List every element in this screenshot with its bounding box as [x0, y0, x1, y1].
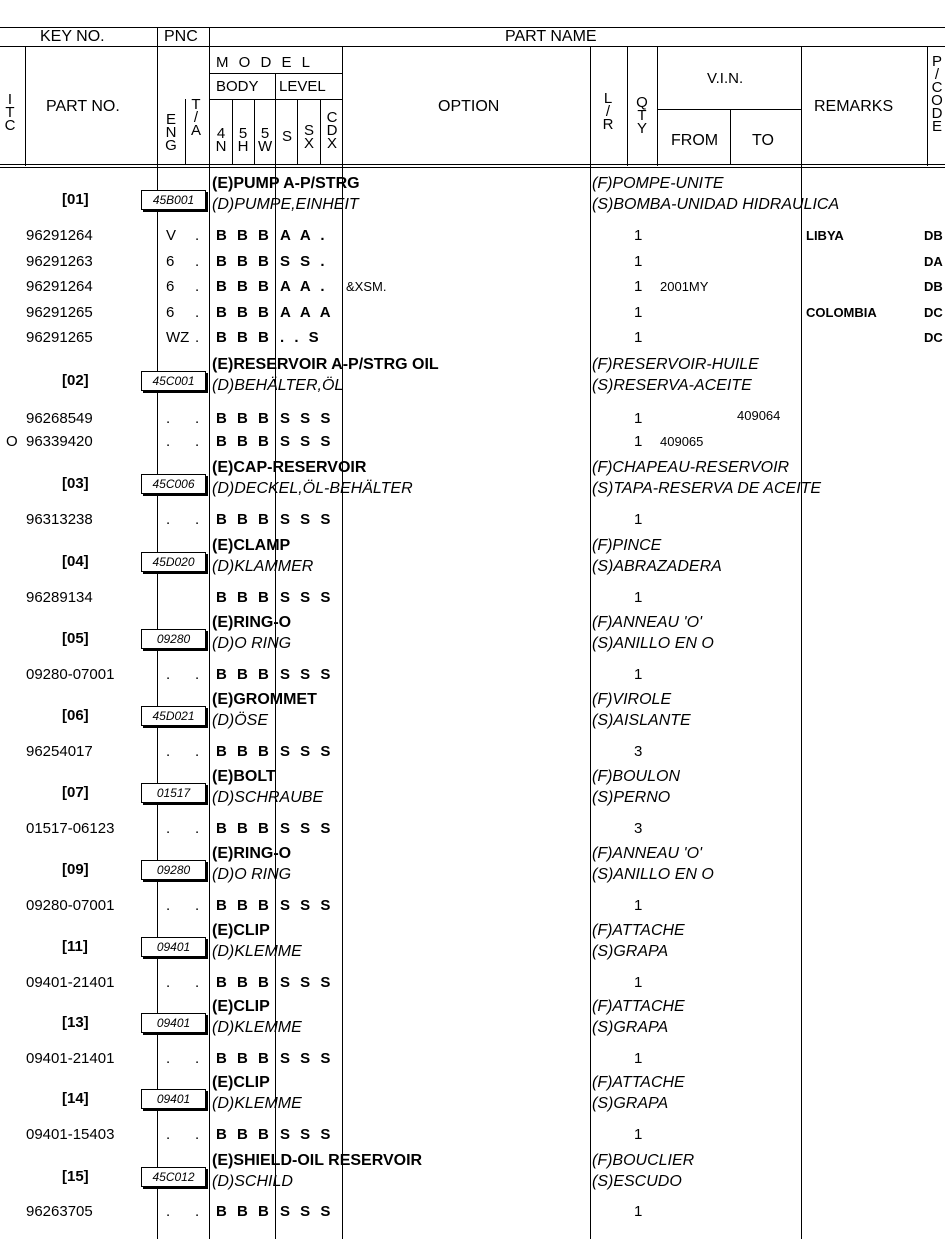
ta-code: .	[195, 820, 200, 837]
header-pnc: PNC	[164, 28, 198, 45]
part-name-french: (F)BOUCLIER	[592, 1152, 695, 1169]
eng-code: .	[166, 410, 171, 427]
quantity: 1	[634, 1050, 643, 1067]
quantity: 1	[634, 329, 643, 346]
part-name-spanish: (S)GRAPA	[592, 943, 669, 960]
part-number: 09280-07001	[26, 666, 115, 683]
col-line-lr	[627, 46, 628, 166]
pnc-code-box: 45B001	[141, 190, 206, 210]
part-name-french: (F)RESERVOIR-HUILE	[592, 356, 759, 373]
part-name-french: (F)POMPE-UNITE	[592, 175, 724, 192]
ta-code: .	[195, 253, 200, 270]
eng-code: V	[166, 227, 177, 244]
part-number: 96289134	[26, 589, 93, 606]
eng-code: .	[166, 1050, 171, 1067]
body-codes: B B B	[216, 433, 272, 450]
part-name-spanish: (S)GRAPA	[592, 1095, 669, 1112]
header-pcode: P / C O D E	[931, 53, 943, 135]
header-bottom-rule-2	[0, 167, 945, 168]
col-line-l1	[297, 99, 298, 165]
col-line-level	[342, 46, 343, 1239]
eng-code: WZ	[166, 329, 190, 346]
part-name-english: (E)RING-O	[212, 614, 292, 631]
key-number: [01]	[62, 191, 89, 208]
eng-code: .	[166, 743, 171, 760]
key-number: [02]	[62, 372, 89, 389]
body-codes: B B B	[216, 589, 272, 606]
part-name-german: (D)KLEMME	[212, 943, 302, 960]
body-codes: B B B	[216, 897, 272, 914]
remarks: COLOMBIA	[806, 305, 877, 320]
ta-code: .	[195, 974, 200, 991]
pcode: DC	[924, 305, 943, 320]
part-name-german: (D)O RING	[212, 635, 292, 652]
ta-code: .	[195, 511, 200, 528]
header-level-cdx: C D X	[326, 109, 338, 152]
quantity: 1	[634, 253, 643, 270]
ta-code: .	[195, 278, 200, 295]
part-number: 01517-06123	[26, 820, 115, 837]
vin-from: 2001MY	[660, 279, 709, 294]
quantity: 3	[634, 743, 643, 760]
key-number: [06]	[62, 707, 89, 724]
part-name-german: (D)KLAMMER	[212, 558, 314, 575]
ta-code: .	[195, 304, 200, 321]
quantity: 3	[634, 820, 643, 837]
part-name-french: (F)ANNEAU 'O'	[592, 845, 703, 862]
part-name-english: (E)GROMMET	[212, 691, 317, 708]
quantity: 1	[634, 897, 643, 914]
part-number: 09401-21401	[26, 1050, 115, 1067]
level-codes: . . S	[280, 329, 322, 346]
pnc-code-box: 45D021	[141, 706, 206, 726]
part-number: 96313238	[26, 511, 93, 528]
part-name-german: (D)PUMPE,EINHEIT	[212, 196, 359, 213]
pcode: DA	[924, 254, 943, 269]
part-name-french: (F)ATTACHE	[592, 1074, 685, 1091]
key-number: [07]	[62, 784, 89, 801]
key-number: [05]	[62, 630, 89, 647]
eng-code: .	[166, 974, 171, 991]
pnc-code-box: 45C012	[141, 1167, 206, 1187]
body-codes: B B B	[216, 666, 272, 683]
level-codes: S S S	[280, 1050, 334, 1067]
quantity: 1	[634, 666, 643, 683]
level-codes: S S S	[280, 410, 334, 427]
pnc-code-box: 01517	[141, 783, 206, 803]
col-line-vin	[730, 109, 731, 165]
pnc-code-box: 45C001	[141, 371, 206, 391]
pnc-code-box: 09401	[141, 937, 206, 957]
body-level-rule	[210, 99, 342, 100]
part-number: 09401-21401	[26, 974, 115, 991]
quantity: 1	[634, 433, 643, 450]
key-number: [15]	[62, 1168, 89, 1185]
header-vin: V.I.N.	[707, 70, 744, 87]
header-eng: E N G	[165, 111, 177, 154]
header-itc: I T C	[4, 91, 16, 134]
pnc-code-box: 09401	[141, 1089, 206, 1109]
col-line-b1	[232, 99, 233, 165]
part-name-german: (D)ÖSE	[212, 712, 268, 729]
pnc-code-box: 45D020	[141, 552, 206, 572]
part-number: 09280-07001	[26, 897, 115, 914]
ta-code: .	[195, 227, 200, 244]
body-codes: B B B	[216, 329, 272, 346]
pnc-code-box: 09280	[141, 629, 206, 649]
part-name-german: (D)SCHRAUBE	[212, 789, 324, 806]
quantity: 1	[634, 511, 643, 528]
pcode: DB	[924, 228, 943, 243]
quantity: 1	[634, 410, 643, 427]
ta-code: .	[195, 1126, 200, 1143]
part-number: 09401-15403	[26, 1126, 115, 1143]
header-level-s: S	[281, 128, 292, 145]
part-name-spanish: (S)ANILLO EN O	[592, 866, 714, 883]
level-codes: S S S	[280, 666, 334, 683]
col-line-qty	[657, 46, 658, 166]
part-number: 96291264	[26, 278, 93, 295]
level-codes: S S S	[280, 820, 334, 837]
body-codes: B B B	[216, 820, 272, 837]
part-name-spanish: (S)RESERVA-ACEITE	[592, 377, 752, 394]
key-number: [04]	[62, 553, 89, 570]
part-name-spanish: (S)ESCUDO	[592, 1173, 682, 1190]
col-line-eng	[185, 99, 186, 165]
part-name-german: (D)SCHILD	[212, 1173, 293, 1190]
header-body-5h: 5 H	[237, 125, 249, 155]
quantity: 1	[634, 1126, 643, 1143]
part-number: 96291264	[26, 227, 93, 244]
part-name-french: (F)CHAPEAU-RESERVOIR	[592, 459, 790, 476]
level-codes: S S S	[280, 433, 334, 450]
part-name-english: (E)BOLT	[212, 768, 276, 785]
part-name-spanish: (S)AISLANTE	[592, 712, 691, 729]
part-number: 96339420	[26, 433, 93, 450]
part-name-spanish: (S)ANILLO EN O	[592, 635, 714, 652]
itc-marker: O	[6, 433, 18, 450]
part-name-spanish: (S)PERNO	[592, 789, 671, 806]
level-codes: S S S	[280, 1203, 334, 1220]
quantity: 1	[634, 227, 643, 244]
part-name-french: (F)ANNEAU 'O'	[592, 614, 703, 631]
body-codes: B B B	[216, 304, 272, 321]
col-line-option	[590, 46, 591, 1239]
key-number: [11]	[62, 938, 88, 955]
level-codes: S S S	[280, 1126, 334, 1143]
eng-code: .	[166, 1126, 171, 1143]
ta-code: .	[195, 410, 200, 427]
part-name-french: (F)VIROLE	[592, 691, 672, 708]
part-name-german: (D)KLEMME	[212, 1019, 302, 1036]
body-codes: B B B	[216, 511, 272, 528]
header-key-no: KEY NO.	[40, 28, 105, 45]
header-body-4n: 4 N	[215, 125, 227, 155]
quantity: 1	[634, 974, 643, 991]
part-name-spanish: (S)ABRAZADERA	[592, 558, 722, 575]
eng-code: 6	[166, 253, 175, 270]
col-line-pcode	[927, 46, 928, 166]
body-codes: B B B	[216, 253, 272, 270]
header-level-sx: S X	[303, 122, 314, 152]
ta-code: .	[195, 433, 200, 450]
ta-code: .	[195, 1050, 200, 1067]
ta-code: .	[195, 329, 200, 346]
pnc-code-box: 09280	[141, 860, 206, 880]
level-codes: S S .	[280, 253, 328, 270]
body-codes: B B B	[216, 974, 272, 991]
ta-code: .	[195, 1203, 200, 1220]
quantity: 1	[634, 589, 643, 606]
header-to: TO	[752, 132, 774, 149]
header-option: OPTION	[438, 98, 500, 115]
eng-code: .	[166, 820, 171, 837]
quantity: 1	[634, 304, 643, 321]
col-line-b2	[254, 99, 255, 165]
level-codes: S S S	[280, 511, 334, 528]
remarks: LIBYA	[806, 228, 844, 243]
body-codes: B B B	[216, 227, 272, 244]
level-codes: A A .	[280, 278, 328, 295]
header-model: M O D E L	[216, 54, 314, 71]
part-name-english: (E)CLIP	[212, 1074, 270, 1091]
eng-code: 6	[166, 278, 175, 295]
col-line-body	[275, 73, 276, 1239]
ta-code: .	[195, 743, 200, 760]
part-name-english: (E)CLAMP	[212, 537, 291, 554]
col-line-l2	[320, 99, 321, 165]
part-name-spanish: (S)GRAPA	[592, 1019, 669, 1036]
header-body-5w: 5 W	[258, 125, 273, 155]
header-bottom-rule	[0, 164, 945, 165]
col-line-remarks	[801, 46, 802, 1239]
eng-code: .	[166, 897, 171, 914]
body-codes: B B B	[216, 743, 272, 760]
body-codes: B B B	[216, 410, 272, 427]
header-body: BODY	[216, 78, 259, 95]
header-top-rule	[0, 27, 945, 28]
part-name-german: (D)KLEMME	[212, 1095, 302, 1112]
level-codes: S S S	[280, 743, 334, 760]
part-name-english: (E)PUMP A-P/STRG	[212, 175, 360, 192]
header-mid-rule	[0, 46, 945, 47]
part-name-english: (E)CLIP	[212, 922, 270, 939]
body-codes: B B B	[216, 278, 272, 295]
body-codes: B B B	[216, 1050, 272, 1067]
part-number: 96291263	[26, 253, 93, 270]
part-name-english: (E)RING-O	[212, 845, 292, 862]
col-line-itc	[25, 46, 26, 166]
level-codes: A A A	[280, 304, 334, 321]
pcode: DB	[924, 279, 943, 294]
part-number: 96291265	[26, 304, 93, 321]
part-name-french: (F)PINCE	[592, 537, 662, 554]
header-level: LEVEL	[279, 78, 326, 95]
pnc-code-box: 09401	[141, 1013, 206, 1033]
header-qty: Q T Y	[636, 94, 648, 137]
pnc-code-box: 45C006	[141, 474, 206, 494]
part-name-english: (E)CAP-RESERVOIR	[212, 459, 367, 476]
quantity: 1	[634, 278, 643, 295]
part-name-spanish: (S)BOMBA-UNIDAD HIDRAULICA	[592, 196, 840, 213]
pcode: DC	[924, 330, 943, 345]
eng-code: .	[166, 511, 171, 528]
model-rule	[210, 73, 342, 74]
header-remarks: REMARKS	[814, 98, 894, 115]
body-codes: B B B	[216, 1203, 272, 1220]
body-codes: B B B	[216, 1126, 272, 1143]
key-number: [14]	[62, 1090, 89, 1107]
header-part-no: PART NO.	[46, 98, 120, 115]
option-code: &XSM.	[346, 279, 387, 294]
part-name-german: (D)BEHÄLTER,ÖL	[212, 377, 344, 394]
ta-code: .	[195, 897, 200, 914]
ta-code: .	[195, 666, 200, 683]
col-line-pnc	[209, 27, 210, 1239]
vin-from: 409065	[660, 434, 704, 449]
part-name-english: (E)CLIP	[212, 998, 270, 1015]
key-number: [09]	[62, 861, 89, 878]
header-ta: T / A	[190, 96, 201, 139]
level-codes: S S S	[280, 589, 334, 606]
level-codes: S S S	[280, 897, 334, 914]
part-name-german: (D)DECKEL,ÖL-BEHÄLTER	[212, 480, 413, 497]
part-name-english: (E)SHIELD-OIL RESERVOIR	[212, 1152, 423, 1169]
eng-code: .	[166, 666, 171, 683]
level-codes: S S S	[280, 974, 334, 991]
vin-to: 409064	[737, 408, 781, 423]
header-part-name: PART NAME	[505, 28, 597, 45]
part-number: 96254017	[26, 743, 93, 760]
part-number: 96263705	[26, 1203, 93, 1220]
quantity: 1	[634, 1203, 643, 1220]
eng-code: .	[166, 1203, 171, 1220]
part-name-french: (F)BOULON	[592, 768, 680, 785]
header-lr: L / R	[602, 90, 614, 133]
part-name-spanish: (S)TAPA-RESERVA DE ACEITE	[592, 480, 822, 497]
part-number: 96268549	[26, 410, 93, 427]
part-number: 96291265	[26, 329, 93, 346]
part-name-german: (D)O RING	[212, 866, 292, 883]
eng-code: 6	[166, 304, 175, 321]
part-name-french: (F)ATTACHE	[592, 998, 685, 1015]
key-number: [13]	[62, 1014, 89, 1031]
part-name-french: (F)ATTACHE	[592, 922, 685, 939]
level-codes: A A .	[280, 227, 328, 244]
header-from: FROM	[671, 132, 719, 149]
key-number: [03]	[62, 475, 89, 492]
eng-code: .	[166, 433, 171, 450]
part-name-english: (E)RESERVOIR A-P/STRG OIL	[212, 356, 439, 373]
